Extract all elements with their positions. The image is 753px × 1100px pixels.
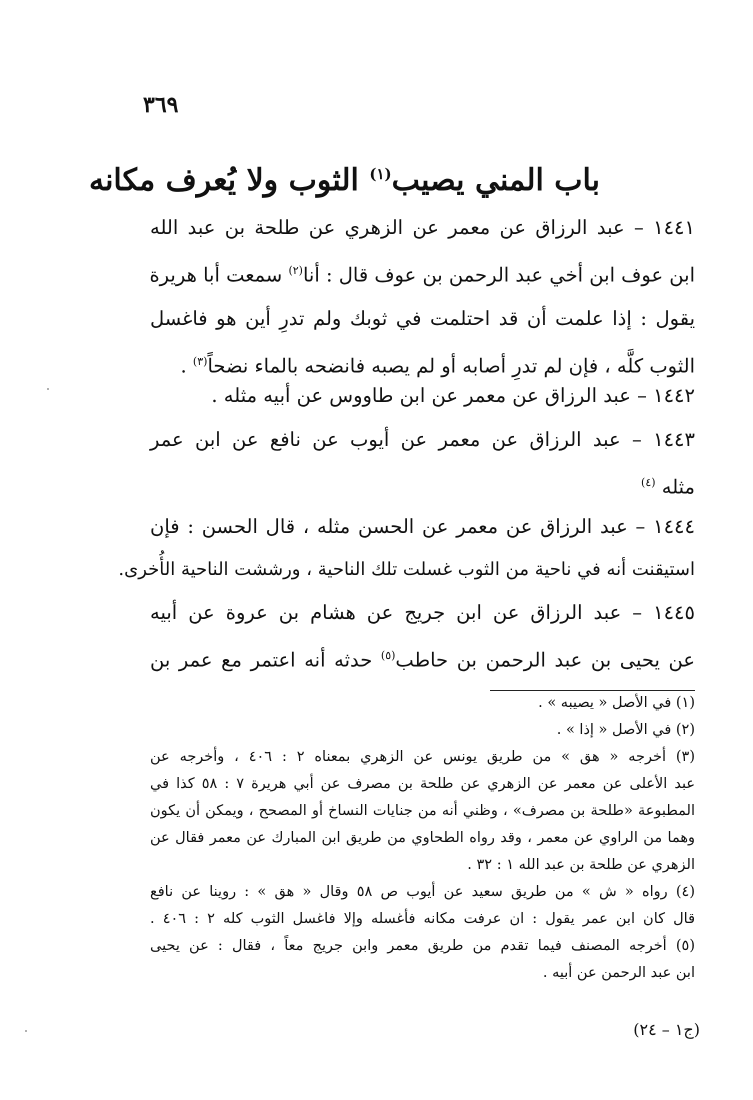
footnote-5-line-2: ابن عبد الرحمن عن أبيه . xyxy=(542,965,695,981)
hadith-1443 xyxy=(150,418,695,509)
footnote-ref-5: (٥) xyxy=(380,649,396,662)
scan-speck xyxy=(25,1030,27,1032)
footnote-ref-3: (٣) xyxy=(192,354,208,368)
hadith-1441-line-4a: الثوب كلَّه ، فإن لم تدرِ أصابه أو لم يصبه فانضحه بالماء نضحاً xyxy=(207,354,695,377)
footnote-3-line-2: عبد الأعلى عن معمر عن الزهري عن طلحة بن مصرف عن أبي هريرة ٧ : ٥٨ كذا في xyxy=(150,776,696,792)
hadith-1444 xyxy=(118,505,695,591)
footnote-ref-4: (٤) xyxy=(641,476,656,489)
hadith-1441-line-2 xyxy=(150,249,695,297)
hadith-1441-line-3: يقول : إذا علمت أن قد احتلمت في ثوبك ولم تدرِ أين هو فاغسل xyxy=(150,306,695,330)
chapter-title-part1: باب المني يصيب xyxy=(391,163,600,198)
scan-speck xyxy=(47,388,49,390)
footnote-4-line-1: (٤) رواه « ش » من طريق سعيد عن أيوب ص ٥٨ وقال « هق » : روينا عن نافع xyxy=(150,884,695,900)
footnotes xyxy=(150,690,695,987)
footnote-3-line-1: (٣) أخرجه « هق » من طريق يونس عن الزهري بمعناه ٢ : ٤٠٦ ، وأخرجه عن xyxy=(150,749,695,765)
footnote-ref-1: (١) xyxy=(369,165,392,183)
hadith-1442 xyxy=(150,374,695,417)
footnote-1: (١) في الأصل « يصيبه » . xyxy=(538,695,695,711)
hadith-1445-line-2b: حدثه أنه اعتمر مع عمر بن xyxy=(150,648,373,672)
hadith-1445-line-1: ١٤٤٥ – عبد الرزاق عن ابن جريج عن هشام بن عروة عن أبيه xyxy=(150,601,695,624)
hadith-1445-line-2 xyxy=(150,634,695,682)
volume-marker: (ج١ – ٢٤) xyxy=(633,1020,700,1039)
footnote-4-line-2: قال كان ابن عمر يقول : ان عرفت مكانه فأغسله وإلا فاغسل الثوب كله ٢ : ٤٠٦ . xyxy=(150,911,696,927)
page-number: ٣٦٩ xyxy=(143,92,179,118)
hadith-1441-line-4b: . xyxy=(180,354,187,377)
hadith-1441-line-2b: سمعت أبا هريرة xyxy=(149,263,283,287)
hadith-1442-line-1: ١٤٤٢ – عبد الرزاق عن معمر عن ابن طاووس عن أبيه مثله . xyxy=(211,384,695,407)
footnote-2: (٢) في الأصل « إذا » . xyxy=(556,722,695,738)
footnote-5-line-1: (٥) أخرجه المصنف فيما تقدم من طريق معمر وابن جريج معاً ، فقال : عن يحيى xyxy=(150,938,695,954)
hadith-1443-line-2a: مثله xyxy=(661,475,695,499)
hadith-1441-line-1: ١٤٤١ – عبد الرزاق عن معمر عن الزهري عن طلحة بن عبد الله xyxy=(150,216,695,239)
footnote-ref-2: (٢) xyxy=(288,264,303,277)
hadith-1441 xyxy=(150,206,695,387)
footnote-3-line-5: الزهري عن طلحة بن عبد الله ١ : ٣٢ . xyxy=(467,857,695,873)
hadith-1445 xyxy=(150,591,695,682)
footnote-3-line-4: وهما من الراوي عن معمر ، وقد رواه الطحاوي من طريق ابن المبارك عن معمر فقال عن xyxy=(150,830,695,846)
hadith-1445-line-2a: عن يحيى بن عبد الرحمن بن حاطب xyxy=(395,648,695,672)
hadith-1444-line-2: استيقنت أنه في ناحية من الثوب غسلت تلك الناحية ، ورششت الناحية الأُخرى. xyxy=(118,559,695,580)
hadith-1444-line-1: ١٤٤٤ – عبد الرزاق عن معمر عن الحسن مثله ، قال الحسن : فإن xyxy=(150,515,695,538)
hadith-1441-line-2a: ابن عوف ابن أخي عبد الرحمن بن عوف قال : أنا xyxy=(302,263,695,287)
footnote-3-line-3: المطبوعة «طلحة بن مصرف» ، وظني أنه من جنايات النساخ أو المصحح ، ويمكن أن يكون xyxy=(150,803,695,819)
chapter-title-part2: الثوب ولا يُعرف مكانه xyxy=(89,163,359,198)
hadith-1443-line-2 xyxy=(150,461,695,509)
chapter-title xyxy=(89,150,600,205)
hadith-1443-line-1: ١٤٤٣ – عبد الرزاق عن معمر عن أيوب عن نافع عن ابن عمر xyxy=(150,428,695,451)
